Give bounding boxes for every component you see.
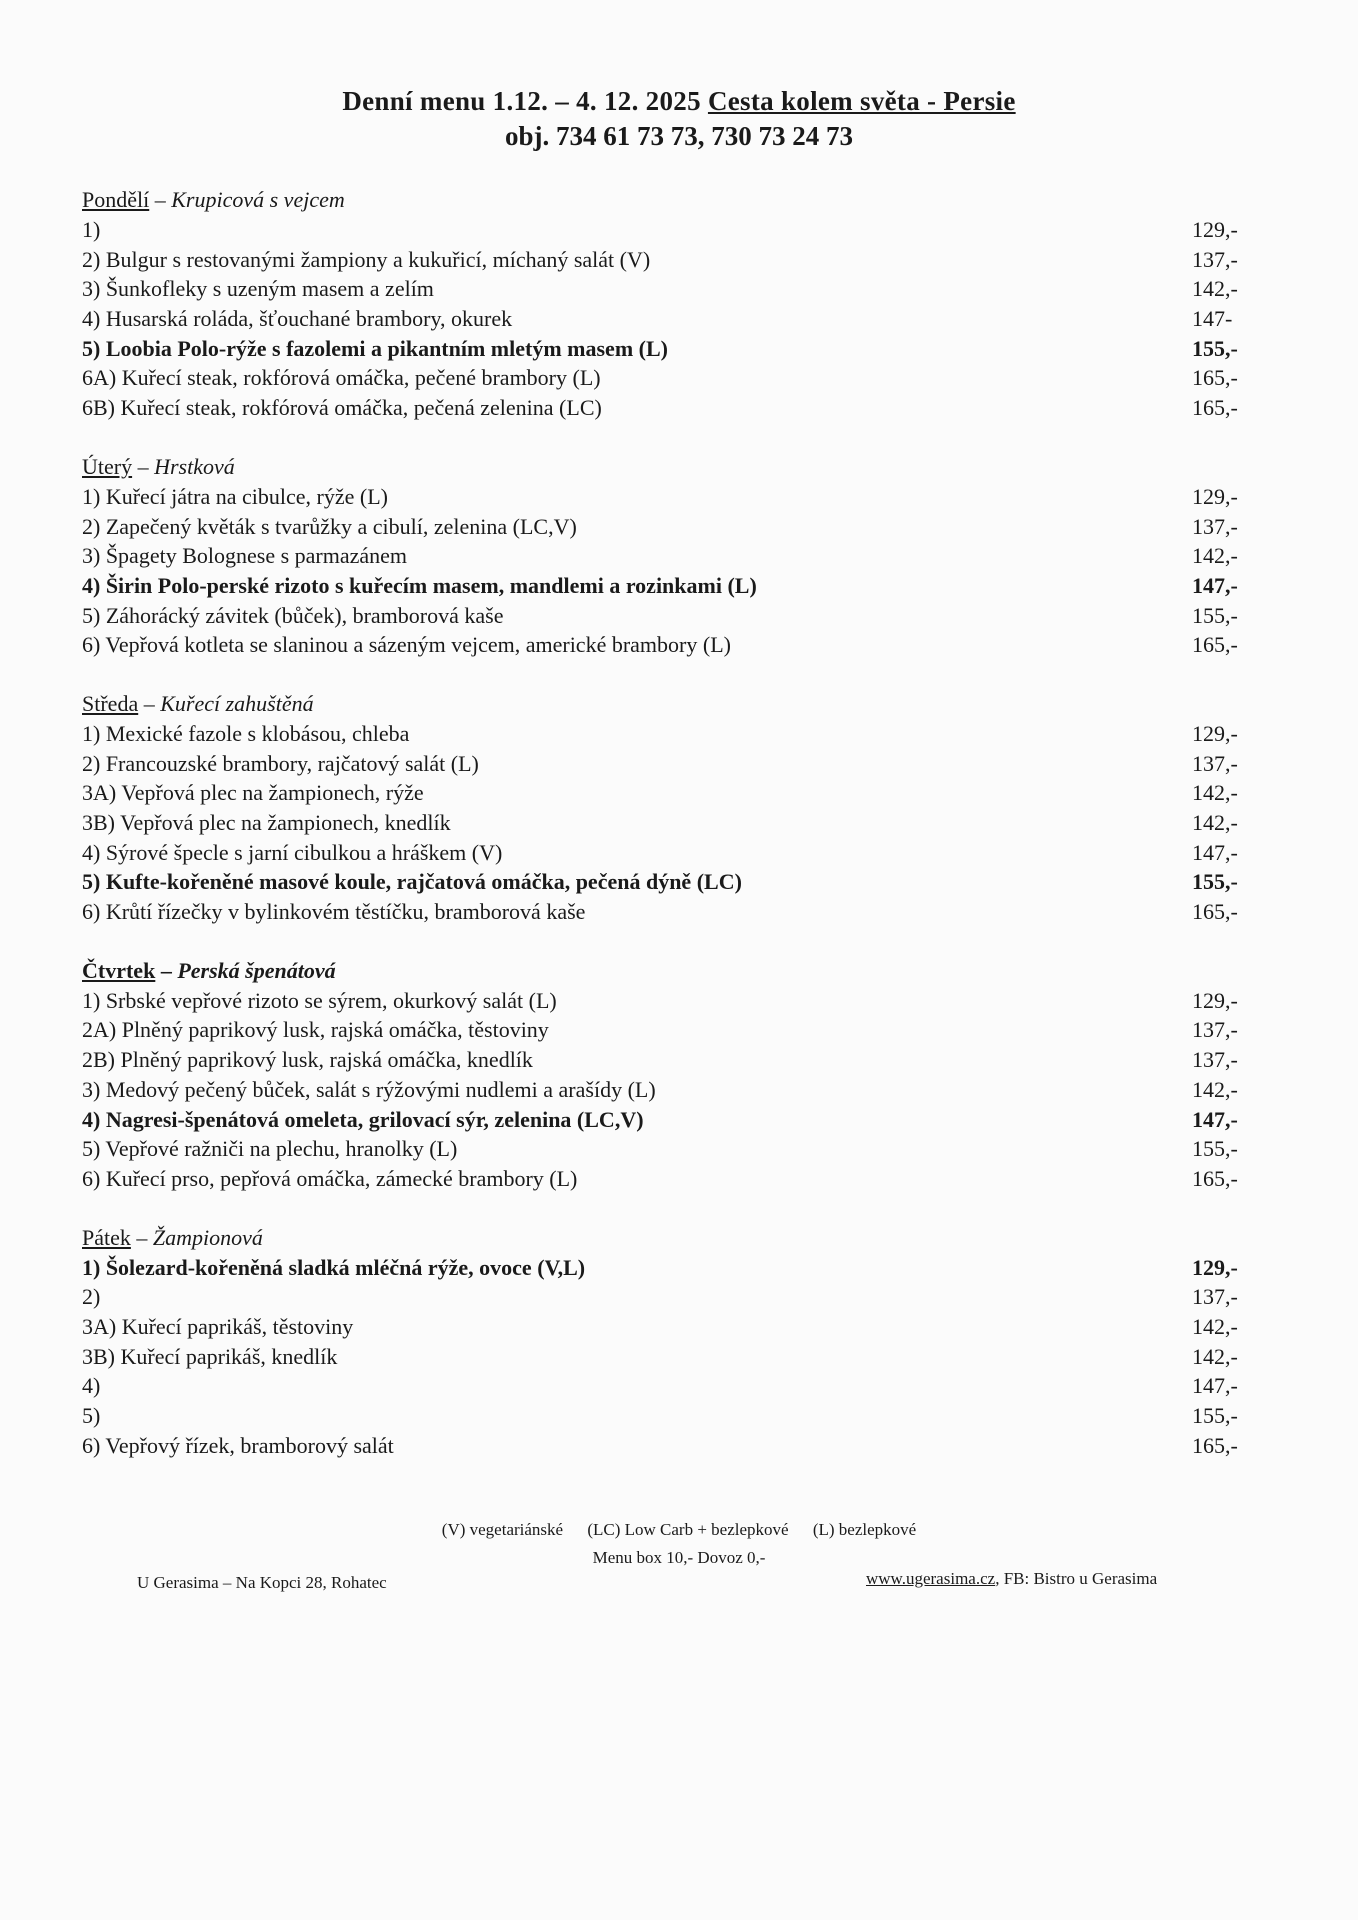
menu-item-price: 137,-: [1192, 513, 1238, 539]
day-heading: [82, 452, 1262, 482]
menu-item-text: 3B) Kuřecí paprikáš, knedlík: [82, 1343, 338, 1369]
diet-legend: [0, 1520, 1358, 1540]
menu-item-text: 4) Sýrové špecle s jarní cibulkou a hráškem (V): [82, 839, 503, 865]
website-link[interactable]: www.ugerasima.cz: [866, 1569, 996, 1588]
soup-of-day: Krupicová s vejcem: [171, 187, 345, 212]
day-section: [82, 689, 1262, 927]
menu-item: [82, 1342, 1262, 1372]
menu-item-price: 155,-: [1192, 1403, 1238, 1428]
page-title: [0, 86, 1358, 117]
menu-item-text: 6) Vepřová kotleta se slaninou a sázeným vejcem, americké brambory (L): [82, 632, 731, 658]
menu-item-text: 4) Nagresi-špenátová omeleta, grilovací sýr, zelenina (LC,V): [82, 1106, 644, 1132]
menu-item-text: 1) Šolezard-kořeněná sladká mléčná rýže, ovoce (V,L): [82, 1254, 586, 1280]
menu-item: [82, 838, 1262, 868]
menu-item: [82, 749, 1262, 779]
menu-item-text: 1) Kuřecí játra na cibulce, rýže (L): [82, 483, 388, 509]
menu-item-text: 4) Husarská roláda, šťouchané brambory, okurek: [82, 306, 513, 332]
day-section: [82, 452, 1262, 660]
web-info: [866, 1569, 1157, 1589]
menu-item-text: 2B) Plněný paprikový lusk, rajská omáčka, knedlík: [82, 1047, 533, 1073]
menu-item: [82, 334, 1262, 364]
menu-item: [82, 1312, 1262, 1342]
menu-item-text: 1) Mexické fazole s klobásou, chleba: [82, 720, 410, 746]
menu-item-price: 155,-: [1192, 335, 1238, 361]
menu-item-price: 142,-: [1192, 1343, 1238, 1369]
menu-item-price: 137,-: [1192, 1284, 1238, 1310]
menu-item: [82, 1431, 1262, 1461]
menu-item: [82, 808, 1262, 838]
menu-item-text: 3) Šunkofleky s uzeným masem a zelím: [82, 276, 434, 302]
weekly-menu: [82, 185, 1262, 1489]
day-heading: [82, 956, 1262, 986]
menu-item: [82, 482, 1262, 512]
box-delivery-info: Menu box 10,- Dovoz 0,-: [592, 1548, 766, 1567]
menu-item-price: 155,-: [1192, 869, 1238, 895]
day-name: Pátek: [82, 1224, 131, 1250]
menu-item-text: 4) Širin Polo-perské rizoto s kuřecím masem, mandlemi a rozinkami (L): [82, 572, 757, 598]
menu-item: [82, 245, 1262, 275]
legend-lowcarb: (LC) Low Carb + bezlepkové: [587, 1520, 789, 1539]
menu-item-price: 142,-: [1192, 1076, 1238, 1102]
menu-item-price: 147,-: [1192, 572, 1238, 598]
menu-item: [82, 1075, 1262, 1105]
menu-item: [82, 897, 1262, 927]
menu-item-text: 6) Krůtí řízečky v bylinkovém těstíčku, bramborová kaše: [82, 899, 586, 925]
menu-item-price: 129,-: [1192, 1254, 1238, 1280]
title-theme: Cesta kolem světa - Persie: [707, 86, 1016, 116]
day-separator: –: [155, 957, 178, 983]
menu-item-text: 5) Loobia Polo-rýže s fazolemi a pikantním mletým masem (L): [82, 335, 668, 361]
menu-item-price: 137,-: [1192, 750, 1238, 776]
menu-item: [82, 363, 1262, 393]
order-phone: obj. 734 61 73 73, 730 73 24 73: [504, 121, 853, 151]
menu-item-price: 129,-: [1192, 217, 1238, 242]
menu-item-price: 129,-: [1192, 720, 1238, 746]
menu-item-price: 165,-: [1192, 365, 1238, 391]
menu-item: [82, 1045, 1262, 1075]
menu-item-price: 147-: [1192, 306, 1233, 332]
day-heading: [82, 1223, 1262, 1253]
menu-item: [82, 1105, 1262, 1135]
menu-item: [82, 274, 1262, 304]
menu-item: [82, 1371, 1262, 1401]
menu-item-text: 3A) Vepřová plec na žampionech, rýže: [82, 780, 424, 806]
menu-item-text: 5) Záhorácký závitek (bůček), bramborová kaše: [82, 602, 504, 628]
menu-item-text: 3) Medový pečený bůček, salát s rýžovými nudlemi a arašídy (L): [82, 1076, 656, 1102]
menu-item: [82, 393, 1262, 423]
menu-item-price: 129,-: [1192, 483, 1238, 509]
menu-item-text: 3) Špagety Bolognese s parmazánem: [82, 543, 408, 569]
menu-item-price: 129,-: [1192, 987, 1238, 1013]
menu-item-price: 142,-: [1192, 1313, 1238, 1339]
menu-item-price: 165,-: [1192, 1165, 1238, 1191]
legend-glutenfree: (L) bezlepkové: [812, 1520, 917, 1539]
menu-item: [82, 1282, 1262, 1312]
day-separator: –: [130, 1224, 153, 1250]
menu-item-text: 5): [82, 1403, 101, 1428]
menu-item-price: 147,-: [1192, 1106, 1238, 1132]
facebook-info: , FB: Bistro u Gerasima: [995, 1569, 1158, 1588]
menu-item-text: 6A) Kuřecí steak, rokfórová omáčka, pečené brambory (L): [82, 365, 601, 391]
menu-item-text: 2) Francouzské brambory, rajčatový salát (L): [82, 750, 479, 776]
menu-item: [82, 778, 1262, 808]
menu-item-text: 2): [82, 1284, 101, 1310]
day-heading: [82, 185, 1262, 215]
day-name: Pondělí: [82, 187, 150, 212]
menu-item-price: 142,-: [1192, 543, 1238, 569]
menu-item-text: 5) Kufte-kořeněné masové koule, rajčatová omáčka, pečená dýně (LC): [82, 869, 742, 895]
soup-of-day: Kuřecí zahuštěná: [160, 690, 314, 716]
restaurant-address: U Gerasima – Na Kopci 28, Rohatec: [137, 1573, 387, 1592]
soup-of-day: Žampionová: [152, 1224, 263, 1250]
menu-item: [82, 986, 1262, 1016]
day-heading: [82, 689, 1262, 719]
menu-item-price: 147,-: [1192, 839, 1238, 865]
menu-item: [82, 601, 1262, 631]
menu-item-text: 1) Srbské vepřové rizoto se sýrem, okurkový salát (L): [82, 987, 557, 1013]
menu-item-price: 137,-: [1192, 246, 1238, 272]
day-section: [82, 1223, 1262, 1461]
menu-item: [82, 1253, 1262, 1283]
menu-item-price: 165,-: [1192, 1432, 1238, 1458]
day-name: Čtvrtek: [82, 957, 156, 983]
menu-item-text: 6) Kuřecí prso, pepřová omáčka, zámecké brambory (L): [82, 1165, 578, 1191]
menu-item-text: 2) Bulgur s restovanými žampiony a kukuřicí, míchaný salát (V): [82, 246, 651, 272]
menu-item: [82, 1134, 1262, 1164]
day-section: [82, 956, 1262, 1194]
day-name: Středa: [82, 690, 139, 716]
menu-item-price: 165,-: [1192, 395, 1238, 421]
legend-vegetarian: (V) vegetariánské: [441, 1520, 564, 1539]
menu-item-text: 4): [82, 1373, 101, 1399]
menu-item-price: 155,-: [1192, 1136, 1238, 1162]
soup-of-day: Perská špenátová: [177, 957, 336, 983]
menu-item: [82, 1401, 1262, 1431]
menu-item: [82, 719, 1262, 749]
menu-item: [82, 1015, 1262, 1045]
day-separator: –: [132, 453, 155, 479]
menu-item-text: 1): [82, 217, 101, 242]
menu-item-price: 165,-: [1192, 899, 1238, 925]
menu-item-price: 142,-: [1192, 810, 1238, 835]
menu-item-price: 137,-: [1192, 1047, 1238, 1073]
menu-item-text: 2A) Plněný paprikový lusk, rajská omáčka, těstoviny: [82, 1017, 549, 1043]
day-separator: –: [149, 187, 172, 212]
day-name: Úterý: [82, 453, 133, 479]
menu-item-text: 2) Zapečený květák s tvarůžky a cibulí, zelenina (LC,V): [82, 513, 577, 539]
menu-item-text: 6) Vepřový řízek, bramborový salát: [82, 1432, 394, 1458]
menu-item: [82, 571, 1262, 601]
menu-item-text: 5) Vepřové ražniči na plechu, hranolky (L): [82, 1136, 458, 1162]
menu-item-text: 3B) Vepřová plec na žampionech, knedlík: [82, 810, 451, 835]
soup-of-day: Hrstková: [154, 453, 235, 479]
menu-item-price: 137,-: [1192, 1017, 1238, 1043]
menu-item-price: 142,-: [1192, 276, 1238, 302]
menu-item: [82, 215, 1262, 245]
menu-item: [82, 867, 1262, 897]
menu-item-price: 147,-: [1192, 1373, 1238, 1399]
title-block: [0, 86, 1358, 152]
title-dates: Denní menu 1.12. – 4. 12. 2025: [342, 86, 701, 116]
day-section: [82, 185, 1262, 423]
menu-item: [82, 304, 1262, 334]
menu-item: [82, 630, 1262, 660]
menu-item-price: 155,-: [1192, 602, 1238, 628]
menu-item-text: 6B) Kuřecí steak, rokfórová omáčka, pečená zelenina (LC): [82, 395, 602, 421]
day-separator: –: [138, 690, 161, 716]
menu-item: [82, 512, 1262, 542]
menu-item-text: 3A) Kuřecí paprikáš, těstoviny: [82, 1313, 354, 1339]
menu-item-price: 165,-: [1192, 632, 1238, 658]
menu-item-price: 142,-: [1192, 780, 1238, 806]
menu-item: [82, 1164, 1262, 1194]
menu-item: [82, 541, 1262, 571]
